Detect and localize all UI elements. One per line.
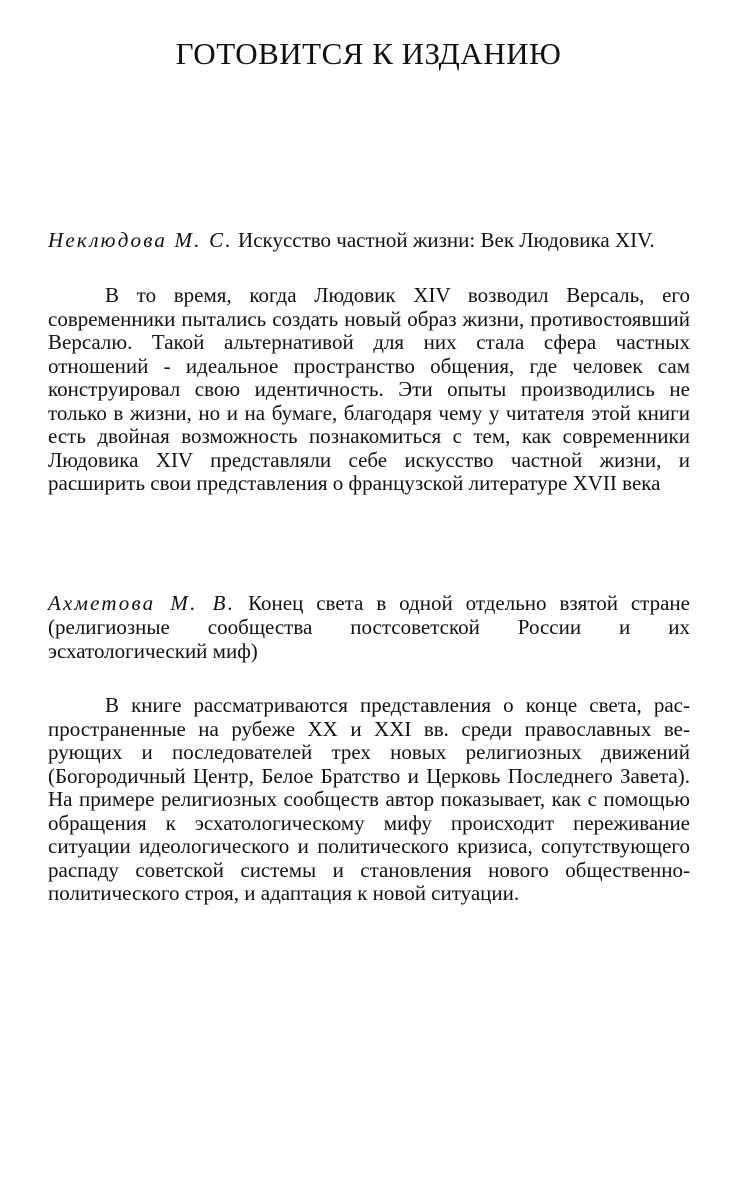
book-annotation: В книге рассматриваются представления о конце света, распространенные на рубеже XX и XXI вв. среди православных верующих и последователей трех новых религиозных движений (Богородичный Центр, Белое Братство и Церковь Последнего Завета). На примере религиозных сообществ автор показывает, как с помощью обращения к эсхатологическому мифу происходит переживание ситуации идеологического и политического кризиса, сопутствующего распаду советской системы и становления нового общественно-политического строя, и адаптация к новой ситуации.	[48, 693, 690, 905]
book-entry	[48, 591, 690, 906]
book-title: Конец света в одной отдельно взятой стране (религиозные сообщества постсоветской России и их эсхатологический миф)	[48, 591, 690, 663]
book-annotation: В то время, когда Людовик XIV возводил Версаль, его современники пытались создать новый образ жизни, противостоявший Версалю. Такой альтернативой для них стала сфера частных отношений - идеальное пространство общения, где человек сам конструировал свою идентичность. Эти опыты производились не только в жизни, но и на бумаге, благодаря чему у читателя этой книги есть двойная возможность познакомиться с тем, как современники Людовика XIV представляли себе искусство частной жизни, и расширить свои представления о французской литературе XVII века	[48, 283, 690, 495]
book-entry-heading	[48, 591, 690, 663]
page-title: ГОТОВИТСЯ К ИЗДАНИЮ	[175, 36, 562, 71]
book-entry	[48, 228, 690, 496]
book-author: Неклюдова М. С.	[48, 228, 233, 252]
book-title: Искусство частной жизни: Век Людовика XIV.	[238, 228, 655, 252]
book-author: Ахметова М. В.	[48, 591, 236, 615]
book-entry-heading	[48, 228, 690, 252]
